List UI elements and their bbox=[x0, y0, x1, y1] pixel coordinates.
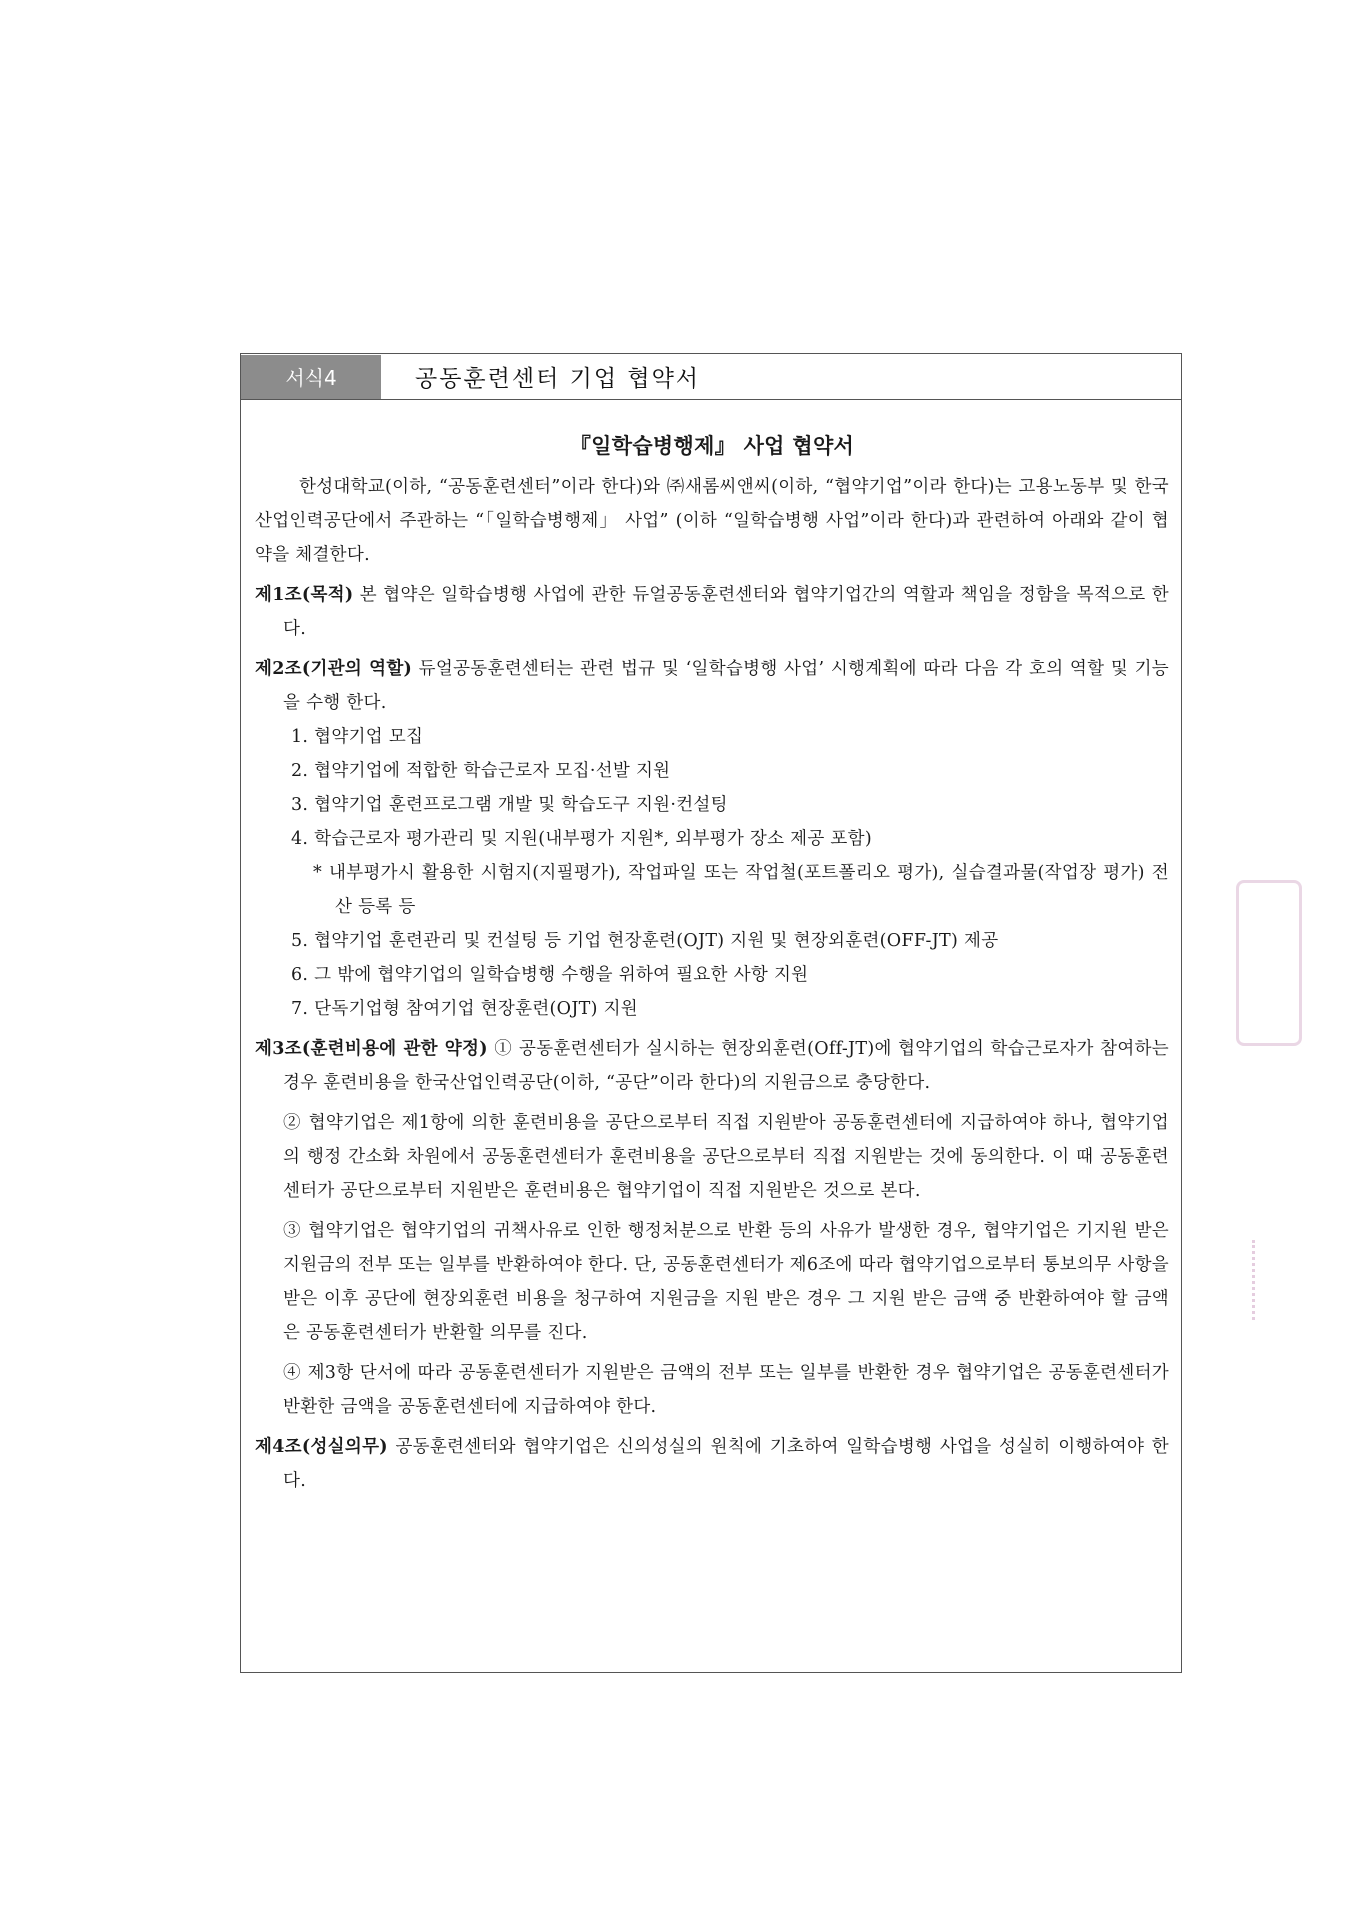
list-item: 7. 단독기업형 참여기업 현장훈련(OJT) 지원 bbox=[291, 999, 639, 1019]
list-item: 3. 협약기업 훈련프로그램 개발 및 학습도구 지원·컨설팅 bbox=[291, 795, 728, 815]
article-2-item-list bbox=[255, 720, 1169, 1026]
list-item: 4. 학습근로자 평가관리 및 지원(내부평가 지원*, 외부평가 장소 제공 포함) bbox=[291, 829, 872, 849]
article-4-text: 공동훈련센터와 협약기업은 신의성실의 원칙에 기초하여 일학습병행 사업을 성실히 이행하여야 한다. bbox=[283, 1437, 1169, 1491]
form-header bbox=[241, 354, 1181, 400]
agreement-document bbox=[240, 353, 1182, 1673]
article-3-paragraph-1: ① 공동훈련센터가 실시하는 현장외훈련(Off-JT)에 협약기업의 학습근로자가 참여하는 경우 훈련비용을 한국산업인력공단(이하, “공단”이라 한다)의 지원금으로 충당한다. bbox=[283, 1039, 1169, 1093]
list-item-note: * 내부평가시 활용한 시험지(지필평가), 작업파일 또는 작업철(포트폴리오 평가), 실습결과물(작업장 평가) 전산 등록 등 bbox=[313, 863, 1169, 917]
form-header-title: 공동훈련센터 기업 협약서 bbox=[415, 366, 701, 392]
article-4-heading: 제4조(성실의무) bbox=[255, 1437, 388, 1457]
article-2-heading: 제2조(기관의 역할) bbox=[255, 659, 413, 679]
article-2 bbox=[255, 652, 1169, 1026]
article-3 bbox=[255, 1032, 1169, 1424]
list-item: 5. 협약기업 훈련관리 및 컨설팅 등 기업 현장훈련(OJT) 지원 및 현장외훈련(OFF-JT) 제공 bbox=[291, 931, 999, 951]
article-3-paragraph-3: ③ 협약기업은 협약기업의 귀책사유로 인한 행정처분으로 반환 등의 사유가 발생한 경우, 협약기업은 기지원 받은 지원금의 전부 또는 일부를 반환하여야 한다. 단, 공동훈련센터가 제6조에 따라 협약기업으로부터 통보의무 사항을 받은 이후 공단에 현장외훈련 비용을 청구하여 지원금을 지원 받은 경우 그 지원 받은 금액 중 반환하여야 할 금액은 공동훈련센터가 반환할 의무를 진다. bbox=[283, 1221, 1169, 1343]
form-number-badge: 서식4 bbox=[241, 355, 381, 399]
list-item: 2. 협약기업에 적합한 학습근로자 모집·선발 지원 bbox=[291, 761, 671, 781]
article-2-text: 듀얼공동훈련센터는 관련 법규 및 ‘일학습병행 사업’ 시행계획에 따라 다음 각 호의 역할 및 기능을 수행 한다. bbox=[283, 659, 1170, 713]
article-1-text: 본 협약은 일학습병행 사업에 관한 듀얼공동훈련센터와 협약기업간의 역할과 책임을 정함을 목적으로 한다. bbox=[283, 585, 1169, 639]
preamble-paragraph: 한성대학교(이하, “공동훈련센터”이라 한다)와 ㈜새롬씨앤씨(이하, “협약기업”이라 한다)는 고용노동부 및 한국산업인력공단에서 주관하는 “「일학습병행제」 사업” (이하 “일학습병행 사업”이라 한다)과 관련하여 아래와 같이 협약을 체결한다. bbox=[255, 477, 1169, 565]
document-title: 『일학습병행제』 사업 협약서 bbox=[569, 433, 855, 458]
article-3-paragraph-2: ② 협약기업은 제1항에 의한 훈련비용을 공단으로부터 직접 지원받아 공동훈련센터에 지급하여야 하나, 협약기업의 행정 간소화 차원에서 공동훈련센터가 훈련비용을 공단으로부터 직접 지원받는 것에 동의한다. 이 때 공동훈련센터가 공단으로부터 지원받은 훈련비용은 협약기업이 직접 지원받은 것으로 본다. bbox=[283, 1113, 1169, 1201]
seal-stamp-mark bbox=[1236, 880, 1302, 1046]
seal-stamp-partial-mark bbox=[1252, 1240, 1279, 1320]
article-1-heading: 제1조(목적) bbox=[255, 585, 354, 605]
article-3-heading: 제3조(훈련비용에 관한 약정) bbox=[255, 1039, 488, 1059]
article-3-paragraph-4: ④ 제3항 단서에 따라 공동훈련센터가 지원받은 금액의 전부 또는 일부를 반환한 경우 협약기업은 공동훈련센터가 반환한 금액을 공동훈련센터에 지급하여야 한다. bbox=[283, 1363, 1169, 1417]
list-item: 6. 그 밖에 협약기업의 일학습병행 수행을 위하여 필요한 사항 지원 bbox=[291, 965, 809, 985]
article-4 bbox=[255, 1430, 1169, 1498]
article-1 bbox=[255, 578, 1169, 646]
document-body bbox=[255, 426, 1169, 1504]
list-item: 1. 협약기업 모집 bbox=[291, 727, 424, 747]
